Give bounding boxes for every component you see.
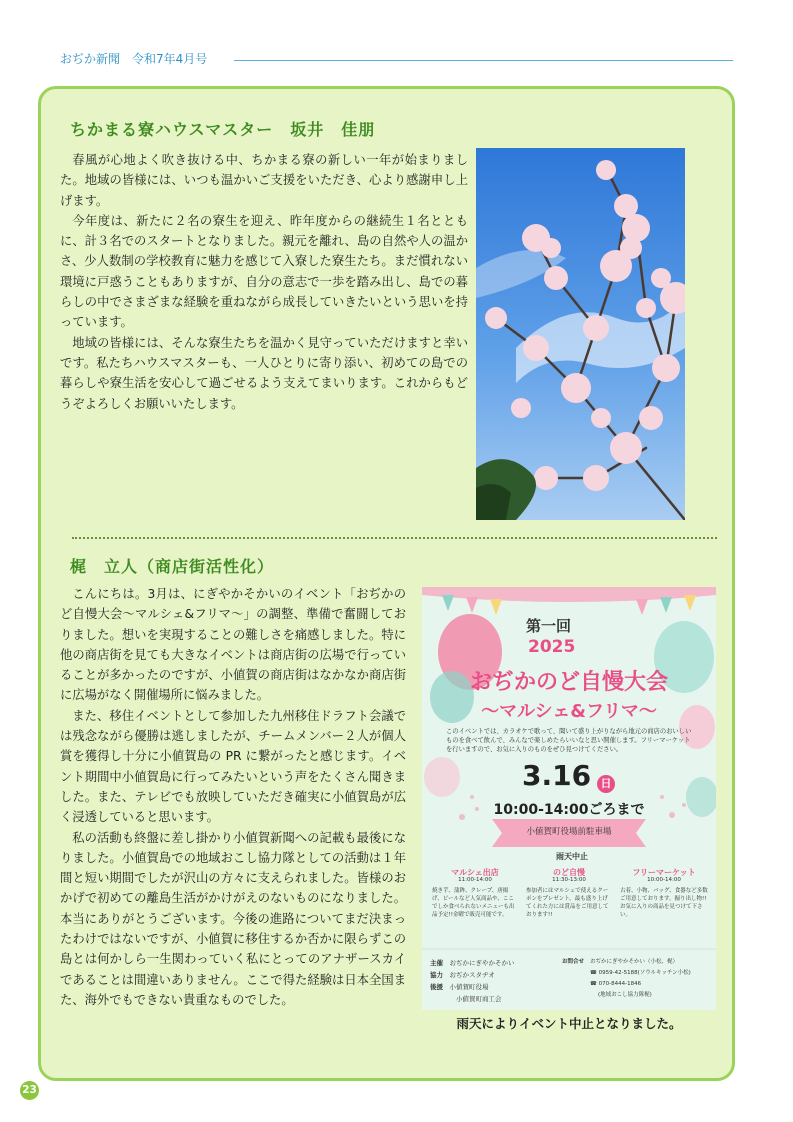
poster-caption: 雨天によりイベント中止となりました。 [456,1016,682,1031]
poster-year: 2025 [528,637,576,657]
poster-intro: このイベントでは、カラオケで歌って、聞いて盛り上がりながら地元の商店のおいしいものを食べて飲んで、みんなで楽しめたらいいなと思い開催します。フリーマーケットを行いますので、お気に入りのものをぜひ見つけてください。 [446,728,692,753]
paragraph: 私の活動も終盤に差し掛かり小値賀新聞への記載も最後になりました。小値賀島での地域おこし協力隊としての活動は１年間と短い期間でしたが沢山の方々に支えられました。皆様のおかげで初めての離島生活がかけがえのないものになりました。本当にありがとうございます。今後の進路についてまだ決まったわけではないですが、小値賀に移住するか否かに限らずこの島とは何かしら一生関わっていく私にとってのアナザースカイであることは間違いありません。ここで得た経験は日本全国また、海外でもできない貴重なものでした。 [60,830,406,1007]
paragraph: 今年度は、新たに２名の寮生を迎え、昨年度からの継続生１名とともに、計３名でのスタートとなりました。親元を離れ、島の自然や人の温かさ、少人数制の学校教育に魅力を感じて入寮した寮生たち。まだ慣れない環境に戸惑うこともありますが、自分の意志で一歩を踏み出し、島での暮らしの中でさまざまな経験を重ねながら成長していきたいという思いを持っています。 [60,213,468,330]
phone-icon: ☎ [590,970,597,976]
poster-venue: 小値賀町役場前駐車場 [526,827,612,837]
contact-tel1: 0959-42-5188(ソウルキッチン小松) [598,970,691,976]
poster-organizers [430,957,515,1005]
poster-col1-title: マルシェ出店 [451,868,499,877]
poster-col3-time: 10:00-14:00 [647,877,681,883]
poster-col2-text: 参加者にはマルシェで使えるクーポンをプレゼント。最も盛り上げてくれた方には賞品をご用意しております!! [526,888,609,918]
paragraph: こんにちは。3月は、にぎやかそかいのイベント「おぢかのど自慢大会〜マルシェ&フリマ〜」の調整、準備で奮闘しておりました。想いを実現することの難しさを痛感しました。特に他の商店街を見ても大きなイベントは商店街の広場で行っていることが多かったのですが、小値賀の商店街はなかなか商店街に広場がなく開催場所に悩みました。 [60,587,406,703]
poster-col1-time: 11:00-14:00 [458,877,492,883]
section2-body [60,584,406,1010]
host-label: 主催 [430,959,443,967]
paragraph: 地域の皆様には、そんな寮生たちを温かく見守っていただけますと幸いです。私たちハウスマスターも、一人ひとりに寄り添い、初めての島での暮らしや寮生活を安心して過ごせるよう支えてまいります。これからもどうぞよろしくお願いいたします。 [60,335,468,411]
page-number: 23 [20,1081,39,1100]
cherry-blossom-photo [476,148,685,520]
host-name: おぢかにぎやかそかい [449,959,515,967]
contact-label: お問合せ [562,959,585,965]
coop-name: おぢかスタヂオ [449,971,495,979]
coop-label: 協力 [430,971,443,979]
section2-title: 梶 立人（商店街活性化） [70,557,275,576]
support-label: 後援 [430,983,443,991]
newspaper-header: おぢか新聞 令和7年4月号 [60,52,208,66]
poster-col3-title: フリーマーケット [632,868,696,877]
contact-tel2: 070-8444-1846 [598,981,642,987]
poster-col2-title: のど自慢 [553,868,585,877]
section-divider [72,537,717,539]
poster-edition: 第一回 [526,617,572,635]
support-name-2: 小値賀町商工会 [456,995,502,1003]
poster-col1-text: 焼き芋、蒲鉾、クレープ、唐揚げ、ビールなど人気商品や、ここでしか食べられないメニューも出品予定!!金曜で販売可能です。 [432,888,515,918]
poster-rain-note: 雨天中止 [556,852,588,861]
poster-time: 10:00-14:00ごろまで [493,802,645,818]
paragraph: 春風が心地よく吹き抜ける中、ちかまる寮の新しい一年が始まりました。地域の皆様には、いつも温かいご支援をいただき、心より感謝申し上げます。 [60,153,468,208]
header-rule [234,60,733,61]
poster-subtitle: 〜マルシェ&フリマ〜 [481,701,657,722]
support-name-1: 小値賀町役場 [449,983,489,991]
poster-contact [590,957,712,1001]
poster-title: おぢかのど自慢大会 [469,670,668,695]
section1-title: ちかまる寮ハウスマスター 坂井 佳朋 [70,120,376,139]
poster-col2-time: 11:30-13:00 [552,877,586,883]
section1-body [60,150,468,414]
paragraph: また、移住イベントとして参加した九州移住ドラフト会議では残念ながら優勝は逃しましたが、チームメンバー２人が個人賞を獲得し十分に小値賀島の PR に繋がったと感じます。イベント期間中小値賀島に行ってみたいという声をたくさん聞きました。また、テレビでも放映していただき確実に小値賀島が広く浸透していると思います。 [60,708,406,825]
contact-org: おぢかにぎやかそかい（小松、梶） [590,959,679,965]
poster-col3-text: 古着、小物、バッグ、食器など多数ご用意しております。掘り出し物!!お気に入りの商品を見つけて下さい。 [620,888,708,918]
event-poster [422,587,716,1010]
contact-tel2-note: (地域おこし協力隊梶) [598,992,652,998]
phone-icon: ☎ [590,981,597,987]
poster-date: 3.16 [522,759,592,792]
poster-weekday: 日 [597,775,615,793]
